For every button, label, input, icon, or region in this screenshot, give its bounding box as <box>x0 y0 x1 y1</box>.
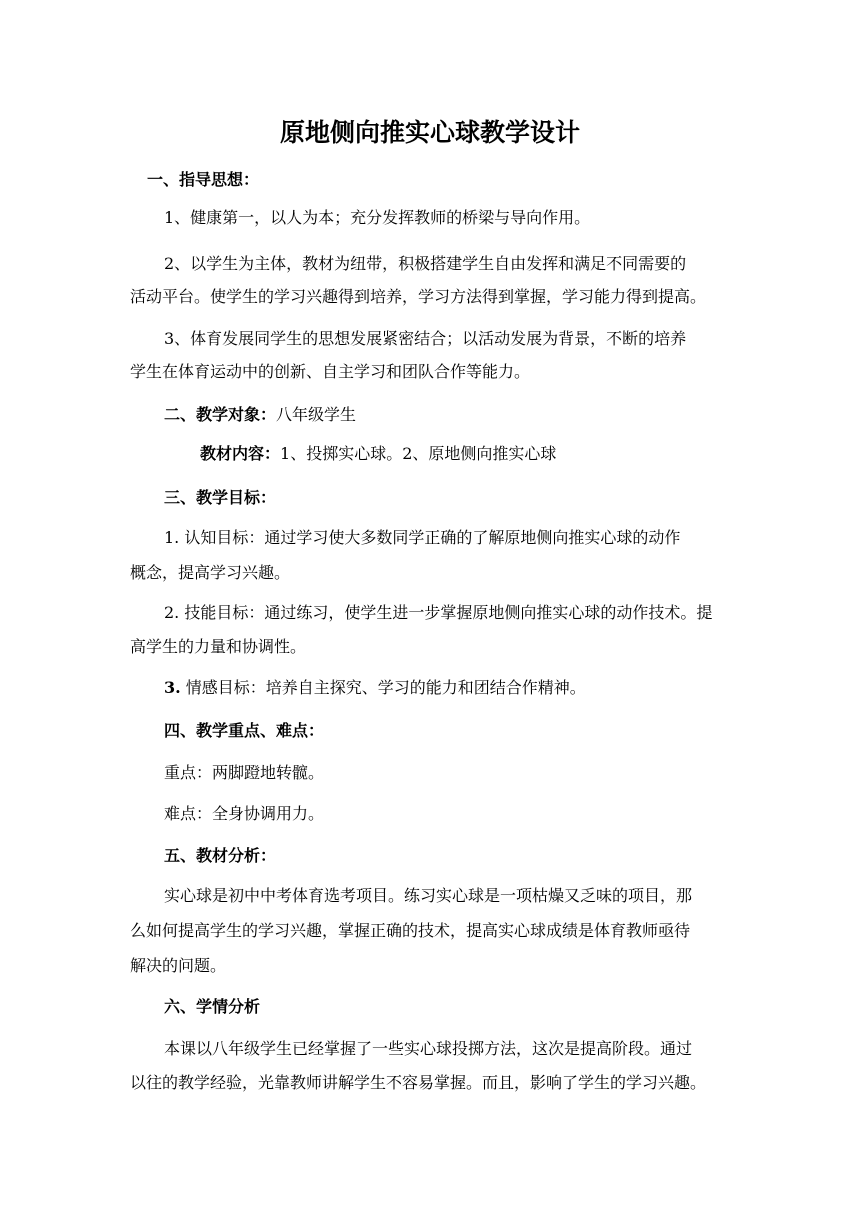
section-heading-key-points: 四、教学重点、难点： <box>164 721 325 740</box>
goal-text: 情感目标：培养自主探究、学习的能力和团结合作精神。 <box>180 678 586 697</box>
paragraph-line: 么如何提高学生的学习兴趣，掌握正确的技术，提高实心球成绩是体育教师亟待 <box>130 921 691 940</box>
paragraph-line: 3、体育发展同学生的思想发展紧密结合；以活动发展为背景，不断的培养 <box>164 329 687 348</box>
section-heading-teaching-goals: 三、教学目标： <box>164 488 277 507</box>
goal-line: 2. 技能目标：通过练习，使学生进一步掌握原地侧向推实心球的动作技术。提 <box>164 603 713 622</box>
paragraph-line: 本课以八年级学生已经掌握了一些实心球投掷方法，这次是提高阶段。通过 <box>164 1039 693 1058</box>
difficulty-line: 难点：全身协调用力。 <box>164 804 325 823</box>
paragraph-line: 实心球是初中中考体育选考项目。练习实心球是一项枯燥又乏味的项目，那 <box>164 886 693 905</box>
goal-line: 高学生的力量和协调性。 <box>130 637 307 656</box>
section-heading-student-analysis: 六、学情分析 <box>164 997 261 1016</box>
paragraph-line: 1、健康第一，以人为本；充分发挥教师的桥梁与导向作用。 <box>164 208 591 227</box>
paragraph-line: 以往的教学经验，光靠教师讲解学生不容易掌握。而且，影响了学生的学习兴趣。 <box>130 1073 707 1092</box>
paragraph-line: 活动平台。使学生的学习兴趣得到培养，学习方法得到掌握，学习能力得到提高。 <box>130 287 707 306</box>
teaching-content-value: 1、投掷实心球。2、原地侧向推实心球 <box>280 444 557 463</box>
section-heading-teaching-target: 二、教学对象： <box>164 405 277 424</box>
teaching-target-line <box>164 404 356 426</box>
teaching-target-value: 八年级学生 <box>276 405 357 424</box>
document-title: 原地侧向推实心球教学设计 <box>279 118 580 147</box>
section-heading-material-analysis: 五、教材分析： <box>164 846 277 865</box>
goal-line <box>164 677 586 699</box>
goal-line: 1. 认知目标：通过学习使大多数同学正确的了解原地侧向推实心球的动作 <box>164 528 681 547</box>
paragraph-line: 学生在体育运动中的创新、自主学习和团队合作等能力。 <box>130 362 531 381</box>
teaching-content-line <box>200 443 556 465</box>
key-point-line: 重点：两脚蹬地转髋。 <box>164 763 325 782</box>
teaching-content-label: 教材内容： <box>200 444 281 463</box>
section-heading-guiding-thought: 一、指导思想： <box>147 170 260 189</box>
paragraph-line: 2、以学生为主体，教材为纽带，积极搭建学生自由发挥和满足不同需要的 <box>164 254 687 273</box>
goal-number: 3. <box>164 678 181 697</box>
goal-line: 概念，提高学习兴趣。 <box>130 563 291 582</box>
paragraph-line: 解决的问题。 <box>130 956 227 975</box>
